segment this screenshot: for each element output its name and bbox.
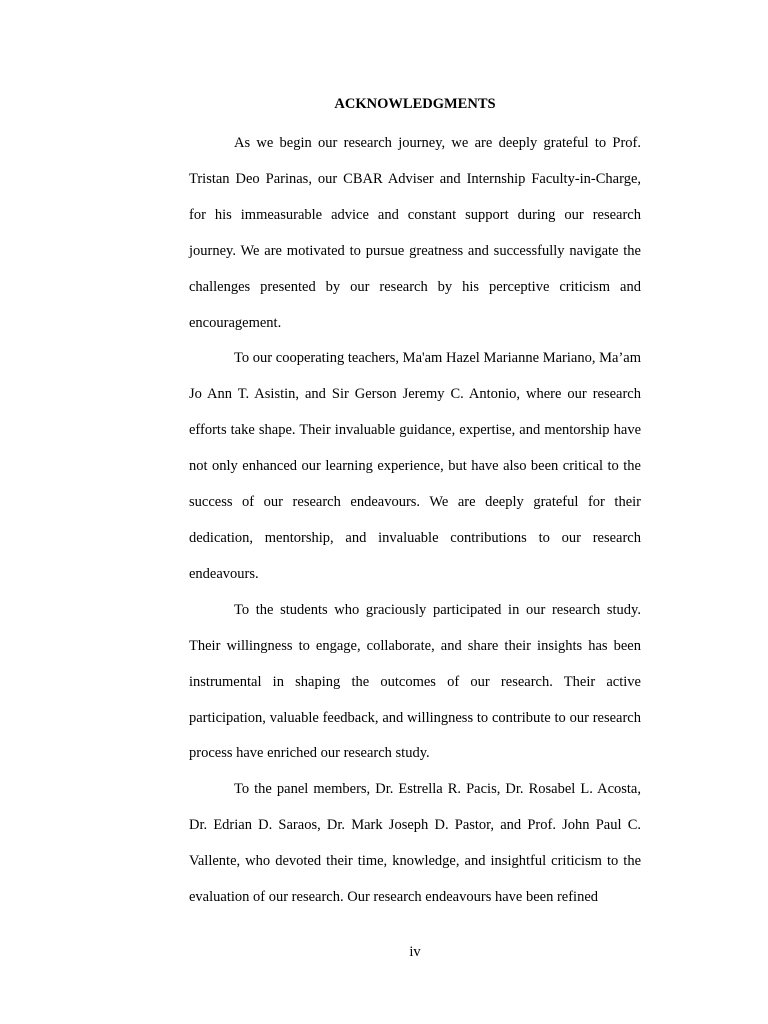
paragraph-adviser: As we begin our research journey, we are deeply grateful to Prof. Tristan Deo Parinas, our CBAR Adviser and Internship Faculty-in-Charge, for his immeasurable advice and constant support during our research journey. We are motivated to pursue greatness and successfully navigate the challenges presented by our research by his perceptive criticism and encouragement.: [189, 135, 641, 331]
document-body: [189, 126, 641, 916]
paragraph-panel-members: To the panel members, Dr. Estrella R. Pacis, Dr. Rosabel L. Acosta, Dr. Edrian D. Saraos, Dr. Mark Joseph D. Pastor, and Prof. John Paul C. Vallente, who devoted their time, knowledge, and insightful criticism to the evaluation of our research. Our research endeavours have been refined: [189, 781, 641, 906]
page-title: ACKNOWLEDGMENTS: [334, 96, 496, 112]
paragraph-cooperating-teachers: To our cooperating teachers, Ma'am Hazel Marianne Mariano, Ma’am Jo Ann T. Asistin, and Sir Gerson Jeremy C. Antonio, where our research efforts take shape. Their invaluable guidance, expertise, and mentorship have not only enhanced our learning experience, but have also been critical to the success of our research endeavours. We are deeply grateful for their dedication, mentorship, and invaluable contributions to our research endeavours.: [189, 350, 641, 582]
page-number: iv: [409, 944, 421, 960]
paragraph-students: To the students who graciously participated in our research study. Their willingness to engage, collaborate, and share their insights has been instrumental in shaping the outcomes of our research. Their active participation, valuable feedback, and willingness to contribute to our research process have enriched our research study.: [189, 601, 641, 762]
